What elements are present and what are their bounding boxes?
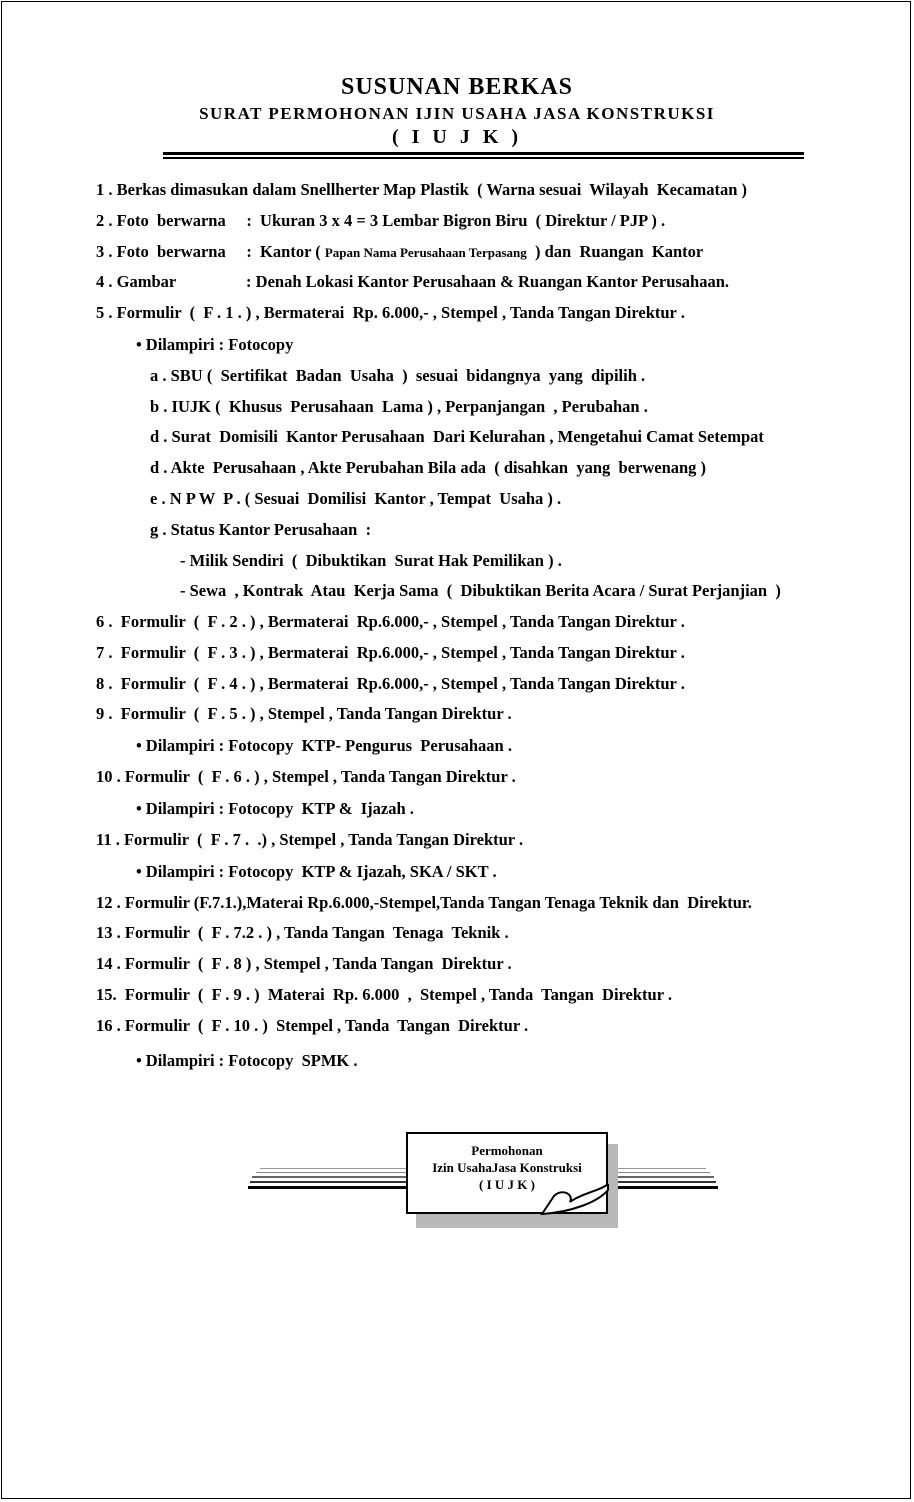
list-item-7: 7 . Formulir ( F . 3 . ) , Bermaterai Rp.6.000,- , Stempel , Tanda Tangan Direktur .: [96, 643, 685, 662]
label-box-line-1: Permohonan: [471, 1143, 543, 1158]
sub-item-g1: - Milik Sendiri ( Dibuktikan Surat Hak Pemilikan ) .: [180, 551, 562, 570]
list-item-10-attachment: • Dilampiri : Fotocopy KTP & Ijazah .: [136, 799, 414, 819]
list-item-16: 16 . Formulir ( F . 10 . ) Stempel , Tanda Tangan Direktur .: [96, 1016, 529, 1035]
title-rule-thin: [163, 157, 804, 159]
list-item-3-note: Papan Nama Perusahaan Terpasang: [324, 245, 527, 260]
list-item-4: 4 . Gambar : Denah Lokasi Kantor Perusahaan & Ruangan Kantor Perusahaan.: [96, 272, 730, 291]
list-item-3: [96, 242, 703, 263]
list-item-12: 12 . Formulir (F.7.1.),Materai Rp.6.000,-Stempel,Tanda Tangan Tenaga Teknik dan Direktur.: [96, 893, 752, 912]
list-item-13: 13 . Formulir ( F . 7.2 . ) , Tanda Tangan Tenaga Teknik .: [96, 923, 509, 942]
list-item-3-part-c: ) dan Ruangan Kantor: [526, 242, 704, 261]
document-title: SUSUNAN BERKAS: [340, 74, 574, 100]
sub-item-a: a . SBU ( Sertifikat Badan Usaha ) sesuai bidangnya yang dipilih .: [150, 366, 646, 385]
list-item-1: 1 . Berkas dimasukan dalam Snellherter Map Plastik ( Warna sesuai Wilayah Kecamatan ): [96, 180, 748, 199]
list-item-8: 8 . Formulir ( F . 4 . ) , Bermaterai Rp.6.000,- , Stempel , Tanda Tangan Direktur .: [96, 674, 685, 693]
title-rule-thick: [163, 152, 804, 155]
sub-item-d1: d . Surat Domisili Kantor Perusahaan Dari Kelurahan , Mengetahui Camat Setempat: [150, 427, 764, 446]
sub-item-e: e . N P W P . ( Sesuai Domilisi Kantor , Tempat Usaha ) .: [150, 489, 562, 508]
document-subtitle: SURAT PERMOHONAN IJIN USAHA JASA KONSTRUKSI: [199, 104, 715, 123]
list-item-9: 9 . Formulir ( F . 5 . ) , Stempel , Tanda Tangan Direktur .: [96, 704, 512, 723]
list-item-10: 10 . Formulir ( F . 6 . ) , Stempel , Tanda Tangan Direktur .: [96, 767, 516, 786]
list-item-11: 11 . Formulir ( F . 7 . .) , Stempel , Tanda Tangan Direktur .: [96, 830, 524, 849]
list-item-14: 14 . Formulir ( F . 8 ) , Stempel , Tanda Tangan Direktur .: [96, 954, 512, 973]
list-item-16-attachment: • Dilampiri : Fotocopy SPMK .: [136, 1051, 358, 1071]
list-item-11-attachment: • Dilampiri : Fotocopy KTP & Ijazah, SKA / SKT .: [136, 862, 497, 882]
sub-item-b: b . IUJK ( Khusus Perusahaan Lama ) , Perpanjangan , Perubahan .: [150, 397, 648, 416]
sub-item-d2: d . Akte Perusahaan , Akte Perubahan Bila ada ( disahkan yang berwenang ): [150, 458, 707, 477]
list-item-15: 15. Formulir ( F . 9 . ) Materai Rp. 6.000 , Stempel , Tanda Tangan Direktur .: [96, 985, 673, 1004]
page-curl-icon: [540, 1184, 620, 1226]
list-item-5: 5 . Formulir ( F . 1 . ) , Bermaterai Rp. 6.000,- , Stempel , Tanda Tangan Direktur .: [96, 303, 685, 322]
document-acronym: ( I U J K ): [391, 126, 523, 148]
list-item-3-part-a: 3 . Foto berwarna : Kantor (: [96, 242, 325, 261]
list-item-9-attachment: • Dilampiri : Fotocopy KTP- Pengurus Perusahaan .: [136, 736, 512, 756]
list-item-5-attachment: • Dilampiri : Fotocopy: [136, 335, 293, 355]
sub-item-g: g . Status Kantor Perusahaan :: [150, 520, 372, 539]
sub-item-g2: - Sewa , Kontrak Atau Kerja Sama ( Dibuktikan Berita Acara / Surat Perjanjian ): [180, 581, 781, 600]
label-box-line-3: ( I U J K ): [479, 1177, 535, 1192]
list-item-2: 2 . Foto berwarna : Ukuran 3 x 4 = 3 Lembar Bigron Biru ( Direktur / PJP ) .: [96, 211, 666, 230]
label-box-line-2: Izin UsahaJasa Konstruksi: [432, 1160, 582, 1175]
list-item-6: 6 . Formulir ( F . 2 . ) , Bermaterai Rp.6.000,- , Stempel , Tanda Tangan Direktur .: [96, 612, 685, 631]
